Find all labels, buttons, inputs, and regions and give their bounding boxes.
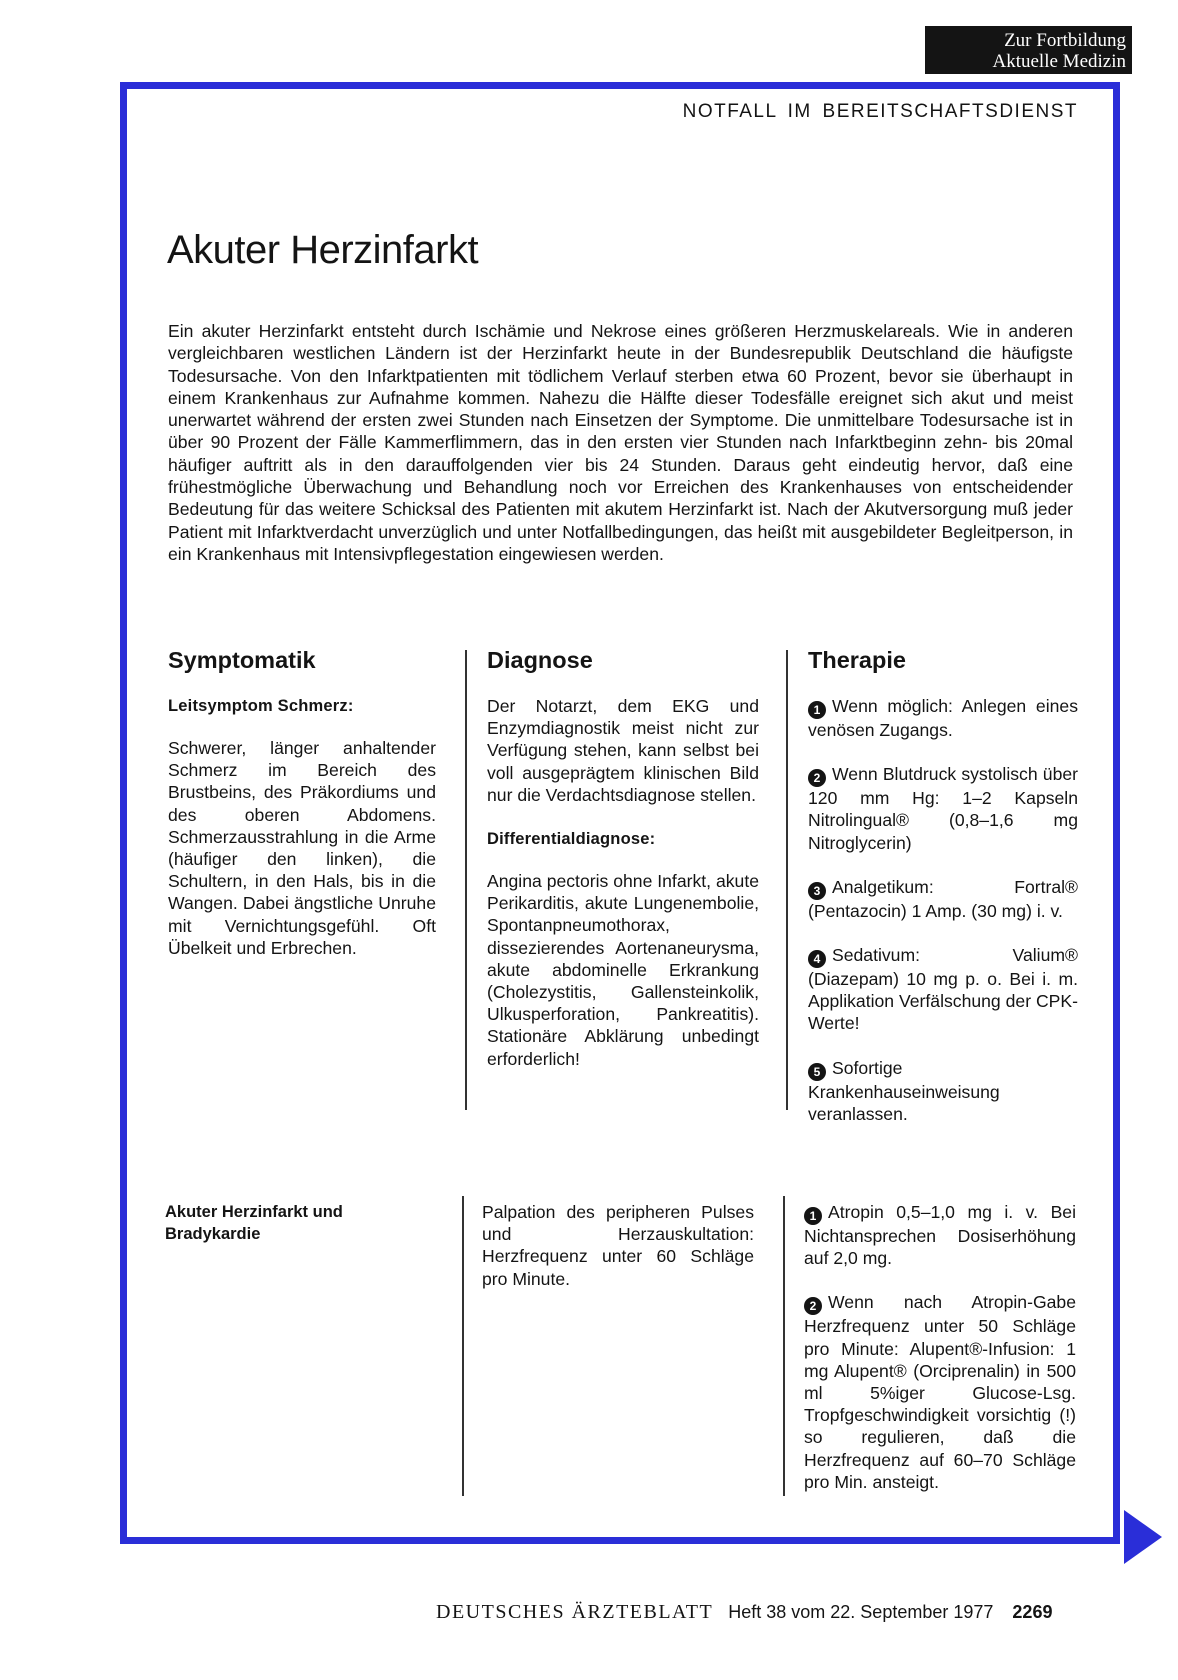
symptomatik-text: Schwerer, länger anhaltender Schmerz im Bereich des Brustbeins, des Präkordiums und des oberen Abdomens. Schmerzausstrahlung in die Arme (häufiger den linken), die Schultern, in den Hals, bis in die Wangen. Dabei ängstliche Unruhe mit Vernichtungsgefühl. Oft Übelkeit und Erbrechen. bbox=[168, 738, 436, 958]
journal-name: DEUTSCHES ÄRZTEBLATT bbox=[436, 1601, 714, 1623]
bradykardie-diagnose-cell bbox=[482, 1201, 754, 1312]
bradykardie-item-text: Atropin 0,5–1,0 mg i. v. Bei Nichtansprechen Dosiserhöhung auf 2,0 mg. bbox=[804, 1202, 1076, 1269]
bradykardie-diagnose-text: Palpation des peripheren Pulses und Herzauskultation: Herzfrequenz unter 60 Schläge pro Minute. bbox=[482, 1202, 754, 1289]
column-divider-1 bbox=[465, 650, 467, 1110]
diagnose-column bbox=[487, 645, 759, 1092]
bradykardie-item bbox=[804, 1291, 1076, 1493]
badge-line-2: Aktuelle Medizin bbox=[992, 51, 1126, 72]
number-2-icon: 2 bbox=[808, 769, 826, 787]
therapie-item bbox=[808, 695, 1078, 741]
column-divider-2 bbox=[786, 650, 788, 1110]
symptomatik-heading: Symptomatik bbox=[168, 647, 316, 673]
number-3-icon: 3 bbox=[808, 882, 826, 900]
page-number: 2269 bbox=[1012, 1602, 1053, 1622]
bradykardie-item-text: Wenn nach Atropin-Gabe Herzfrequenz unter 50 Schläge pro Minute: Alupent®-Infusion: 1 mg Alupent® (Orciprenalin) in 500 ml 5%iger Glucose-Lsg. Tropfgeschwindigkeit vorsichtig (!) so regulieren, daß die Herzfrequenz auf 60–70 Schläge pro Min. ansteigt. bbox=[804, 1292, 1076, 1492]
number-5-icon: 5 bbox=[808, 1063, 826, 1081]
therapie-item bbox=[808, 944, 1078, 1035]
intro-paragraph: Ein akuter Herzinfarkt entsteht durch Ischämie und Nekrose eines größeren Herzmuskelareals. Wie in anderen vergleichbaren westlichen Ländern ist der Herzinfarkt heute in der Bundesrepublik Deutschland die häufigste Todesursache. Von den Infarktpatienten mit tödlichem Verlauf sterben etwa 60 Prozent, bevor sie überhaupt in einem Krankenhaus zur Aufnahme kommen. Nahezu die Hälfte dieser Todesfälle ereignet sich akut und meist unerwartet während der ersten zwei Stunden nach Einsetzen der Symptome. Die unmittelbare Todesursache ist in über 90 Prozent der Fälle Kammerflimmern, das in den ersten vier Stunden nach Infarktbeginn zehn- bis 20mal häufiger auftritt als in den darauffolgenden vier bis 24 Stunden. Daraus geht eindeutig hervor, daß eine frühestmögliche Überwachung und Behandlung noch vor Erreichen des Krankenhauses von entscheidender Bedeutung für das weitere Schicksal des Patienten mit akutem Herzinfarkt ist. Nach der Akutversorgung muß jeder Patient mit Infarktverdacht unverzüglich und unter Notfallbedingungen, das heißt mit ausgebildeter Begleitperson, in ein Krankenhaus mit Intensivpflegestation eingewiesen werden. bbox=[168, 321, 1073, 564]
therapie-item-text: Analgetikum: Fortral® (Pentazocin) 1 Amp. (30 mg) i. v. bbox=[808, 876, 1078, 921]
symptomatik-subheading: Leitsymptom Schmerz: bbox=[168, 697, 354, 715]
therapie-item-text: Wenn möglich: Anlegen eines venösen Zugangs. bbox=[808, 696, 1078, 740]
diagnose-text: Der Notarzt, dem EKG und Enzymdiagnostik meist nicht zur Verfügung stehen, kann selbst bei voll ausgeprägtem klinischen Bild nur die Verdachtsdiagnose stellen. bbox=[487, 696, 759, 805]
therapie-item-text: Sofortige Krankenhauseinweisung veranlassen. bbox=[808, 1057, 1000, 1124]
therapie-item bbox=[808, 763, 1078, 854]
number-1-icon: 1 bbox=[808, 701, 826, 719]
number-2-icon: 2 bbox=[804, 1297, 822, 1315]
number-4-icon: 4 bbox=[808, 950, 826, 968]
differential-text: Angina pectoris ohne Infarkt, akute Perikarditis, akute Lungenembolie, Spontanpneumothorax, dissezierendes Aortenaneurysma, akute abdominelle Erkrankung (Cholezystitis, Gallensteinkolik, Ulkusperforation, Pankreatitis). Stationäre Abklärung unbedingt erforderlich! bbox=[487, 871, 759, 1069]
column-divider-4 bbox=[783, 1196, 785, 1496]
article-title: Akuter Herzinfarkt bbox=[167, 228, 479, 272]
diagnose-heading: Diagnose bbox=[487, 647, 593, 673]
continue-arrow-icon bbox=[1124, 1510, 1162, 1564]
bradykardie-heading-cell bbox=[165, 1201, 435, 1245]
differential-subheading: Differentialdiagnose: bbox=[487, 830, 656, 849]
number-1-icon: 1 bbox=[804, 1207, 822, 1225]
page-footer bbox=[436, 1601, 1052, 1624]
badge-line-1: Zur Fortbildung bbox=[1004, 30, 1126, 51]
bradykardie-therapie-cell bbox=[804, 1201, 1076, 1515]
therapie-item bbox=[808, 1057, 1078, 1125]
column-divider-3 bbox=[462, 1196, 464, 1496]
therapie-column bbox=[808, 645, 1078, 1147]
bradykardie-heading: Akuter Herzinfarkt und Bradykardie bbox=[165, 1203, 343, 1243]
therapie-item-text: Wenn Blutdruck systolisch über 120 mm Hg: 1–2 Kapseln Nitrolingual® (0,8–1,6 mg Nitroglycerin) bbox=[808, 764, 1078, 853]
section-label: NOTFALL IM BEREITSCHAFTSDIENST bbox=[682, 101, 1078, 122]
bradykardie-item bbox=[804, 1201, 1076, 1269]
section-badge bbox=[925, 26, 1132, 74]
therapie-item-text: Sedativum: Valium® (Diazepam) 10 mg p. o. Bei i. m. Applikation Verfälschung der CPK-Werte! bbox=[808, 945, 1078, 1034]
therapie-item bbox=[808, 876, 1078, 922]
issue-info: Heft 38 vom 22. September 1977 bbox=[728, 1602, 994, 1622]
symptomatik-column bbox=[168, 645, 436, 981]
therapie-heading: Therapie bbox=[808, 647, 906, 673]
